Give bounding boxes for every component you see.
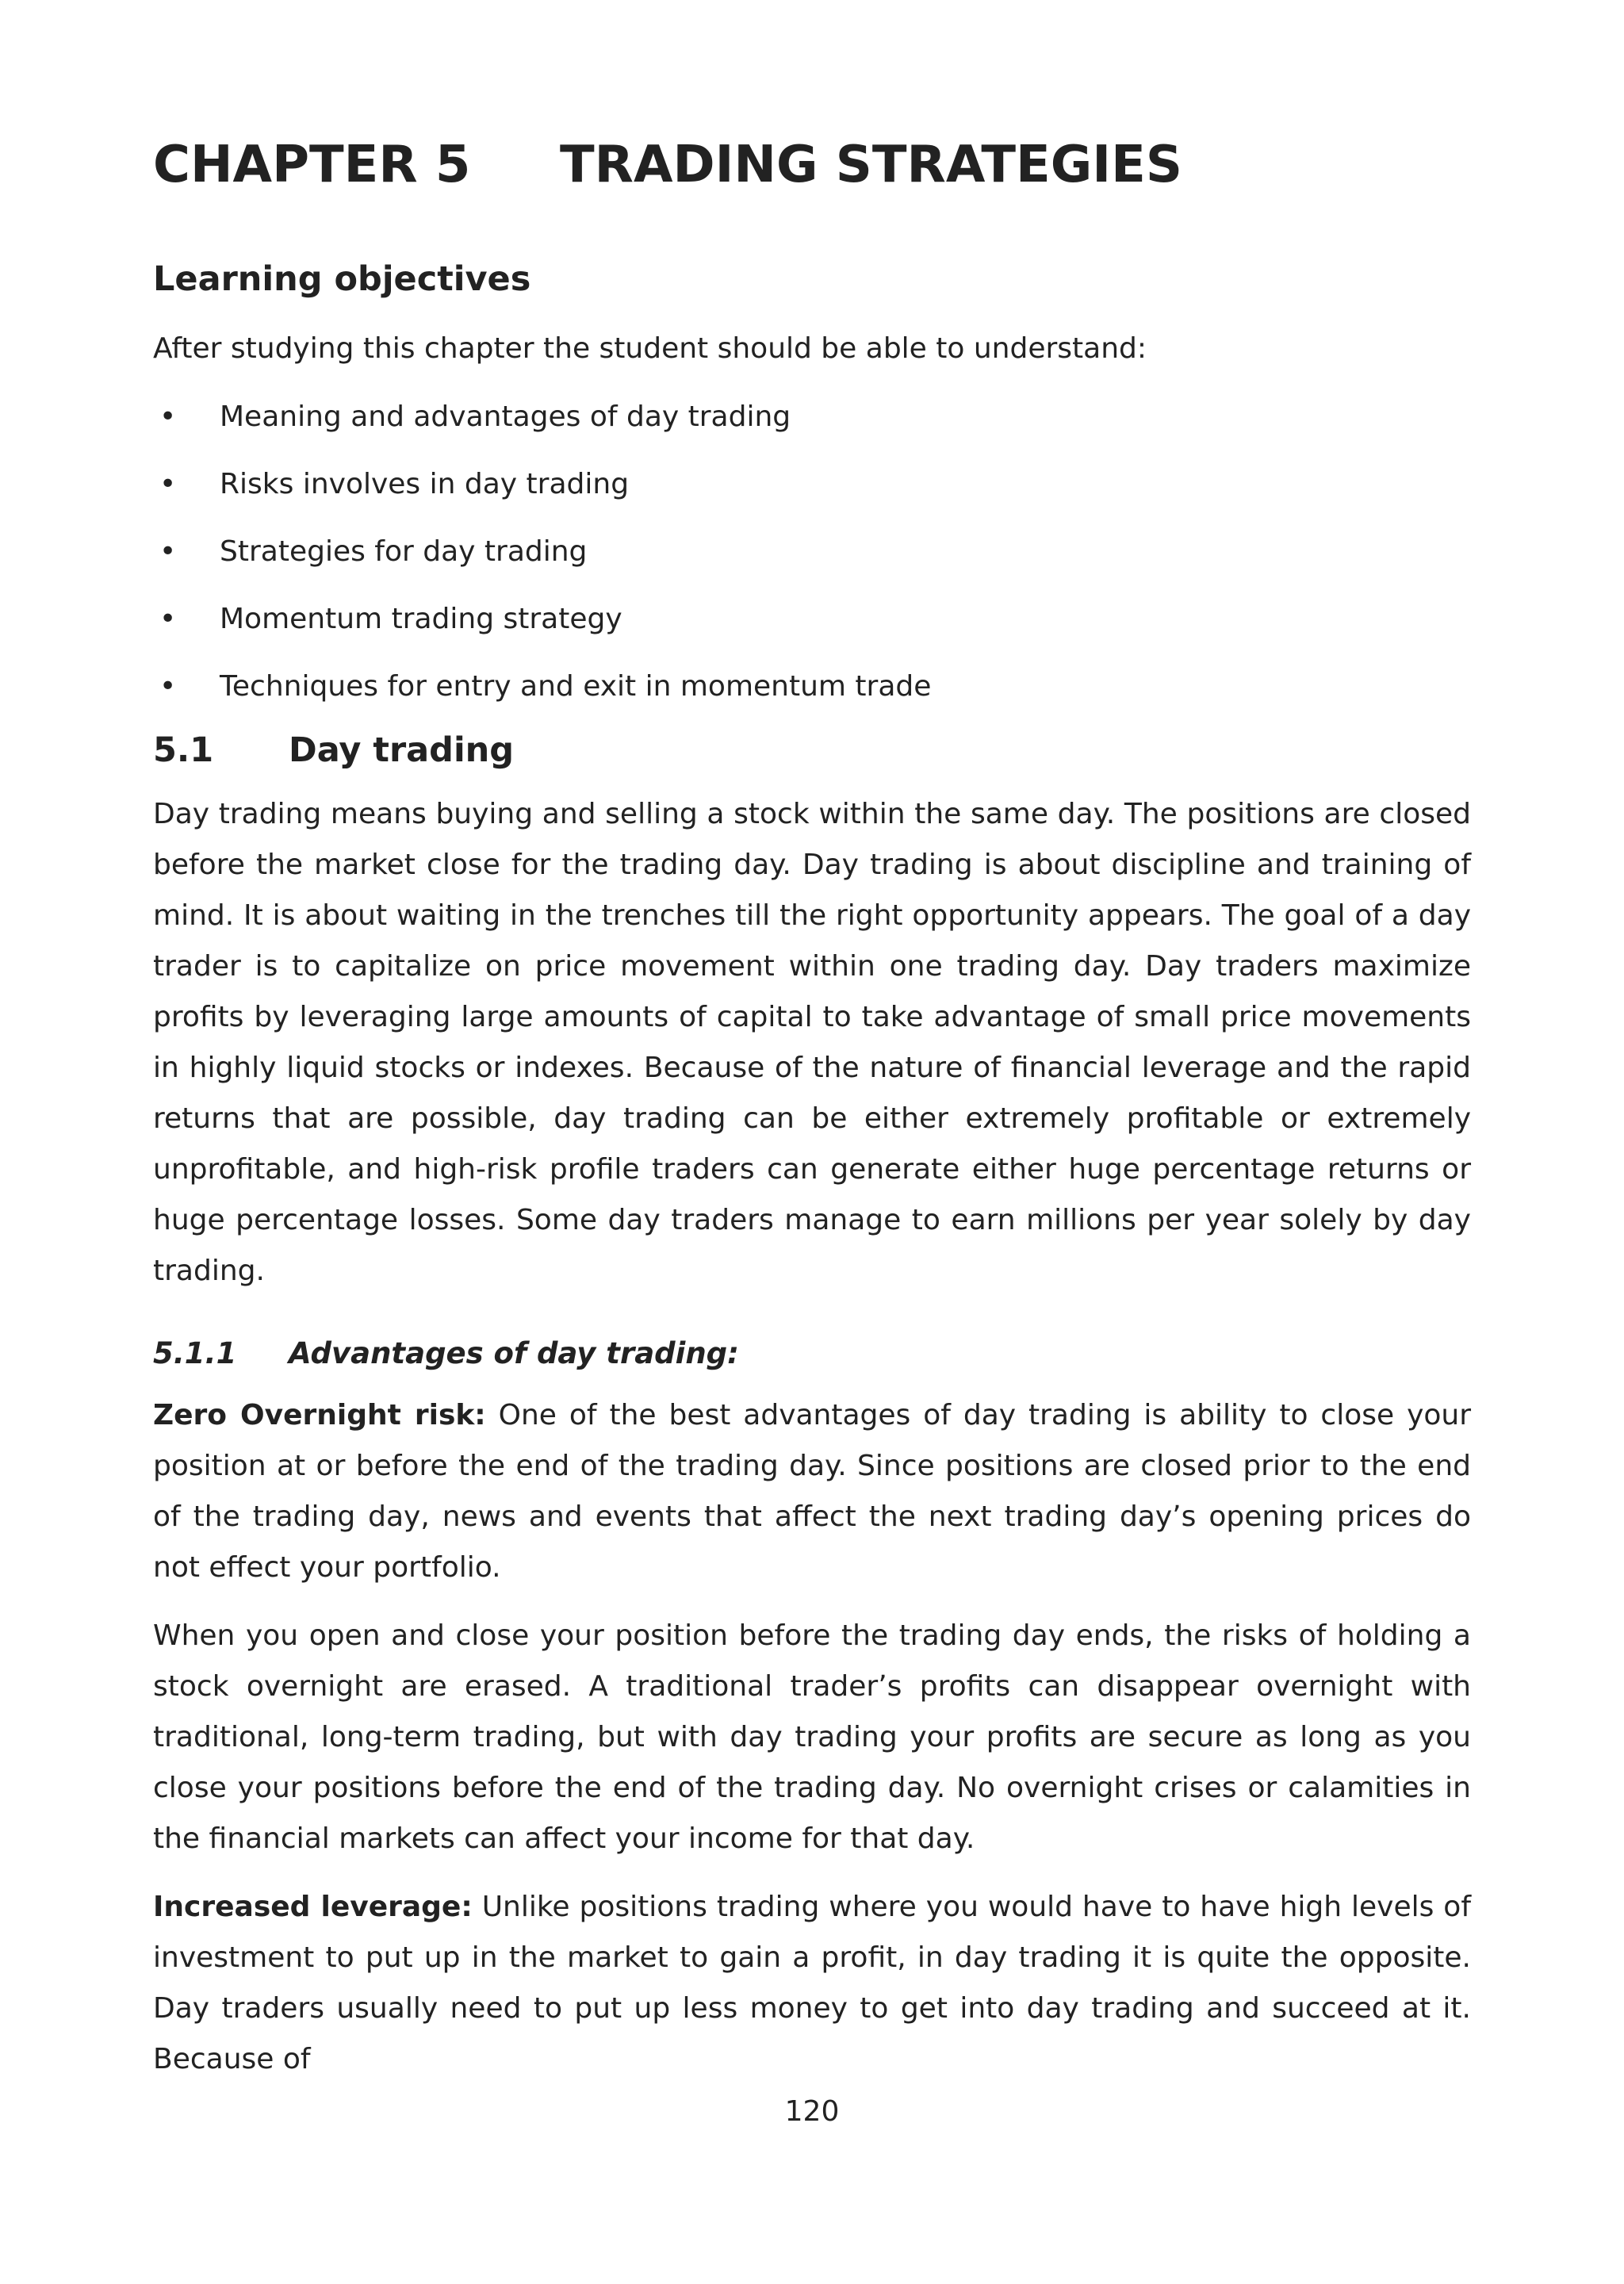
zero-overnight-risk-paragraph	[153, 1390, 1471, 1593]
section-heading-5-1	[153, 729, 1471, 773]
list-item-text: Techniques for entry and exit in momentum trade	[220, 670, 932, 703]
increased-leverage-text: Unlike positions trading where you would have to have high levels of investment to put up in the market to gain a profit, in day trading it is quite the opposite. Day traders usually need to put up less money to get into day trading and succeed at it. Because of	[153, 1891, 1471, 2076]
page-number: 120	[784, 2095, 840, 2128]
list-item	[153, 661, 1471, 712]
list-item	[153, 459, 1471, 510]
subsection-number: 5.1.1	[153, 1336, 237, 1371]
bullet-icon: •	[159, 603, 177, 636]
list-item	[153, 392, 1471, 443]
section-title: Day trading	[289, 730, 515, 771]
list-item-text: Risks involves in day trading	[220, 468, 630, 501]
zero-overnight-risk-text: One of the best advantages of day trading is ability to close your position at or before the end of the trading day. Since positions are closed prior to the end of the trading day, news and events that affect the next trading day’s opening prices do not effect your portfolio.	[153, 1399, 1472, 1585]
overnight-paragraph: When you open and close your position before the trading day ends, the risks of holding a stock overnight are erased. A traditional trader’s profits can disappear overnight with traditional, long-term trading, but with day trading your profits are secure as long as you close your positions before the end of the trading day. No overnight crises or calamities in the financial markets can affect your income for that day.	[153, 1619, 1471, 1856]
subsection-heading-5-1-1	[153, 1335, 1471, 1373]
section-number: 5.1	[153, 730, 214, 771]
list-item-text: Meaning and advantages of day trading	[220, 400, 791, 434]
increased-leverage-paragraph	[153, 1882, 1471, 2085]
document-page	[153, 135, 1471, 2102]
zero-overnight-risk-label: Zero Overnight risk:	[153, 1399, 486, 1432]
chapter-number: CHAPTER 5	[153, 136, 471, 194]
list-item-text: Momentum trading strategy	[220, 603, 622, 636]
learning-objectives-heading: Learning objectives	[153, 259, 531, 299]
bullet-icon: •	[159, 535, 177, 569]
increased-leverage-label: Increased leverage:	[153, 1891, 473, 1924]
list-item-text: Strategies for day trading	[220, 535, 588, 569]
bullet-icon: •	[159, 670, 177, 703]
learning-objectives-intro: After studying this chapter the student should be able to understand:	[153, 332, 1147, 366]
day-trading-paragraph: Day trading means buying and selling a stock within the same day. The positions are closed before the market close for the trading day. Day trading is about discipline and training of mind. It is about waiting in the trenches till the right opportunity appears. The goal of a day trader is to capitalize on price movement within one trading day. Day traders maximize profits by leveraging large amounts of capital to take advantage of small price movements in highly liquid stocks or indexes. Because of the nature of financial leverage and the rapid returns that are possible, day trading can be either extremely profitable or extremely unprofitable, and high-risk profile traders can generate either huge percentage returns or huge percentage losses. Some day traders manage to earn millions per year solely by day trading.	[153, 798, 1471, 1288]
chapter-title	[153, 135, 1471, 196]
learning-objectives-list	[153, 392, 1471, 712]
list-item	[153, 527, 1471, 577]
subsection-title: Advantages of day trading:	[289, 1336, 739, 1371]
chapter-name: TRADING STRATEGIES	[560, 136, 1182, 194]
list-item	[153, 594, 1471, 645]
bullet-icon: •	[159, 400, 177, 434]
bullet-icon: •	[159, 468, 177, 501]
